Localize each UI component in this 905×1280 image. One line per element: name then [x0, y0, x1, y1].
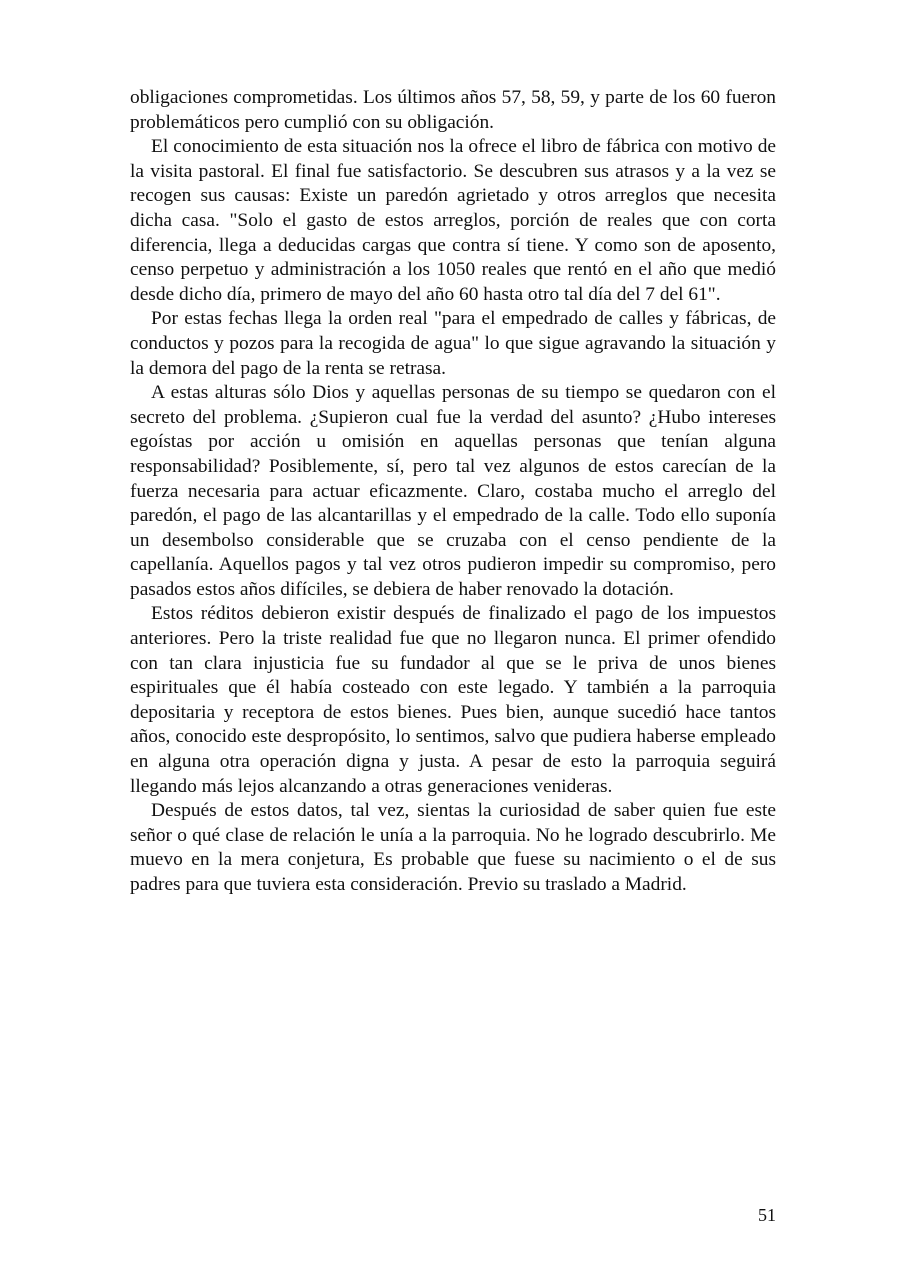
paragraph: El conocimiento de esta situación nos la ofrece el libro de fábrica con motivo de la visita pastoral. El final fue satisfactorio. Se descubren sus atrasos y a la vez se recogen sus causas: Existe un paredón agrietado y otros arreglos que necesita dicha casa. "Solo el gasto de estos arreglos, porción de reales que con corta diferencia, llega a deducidas cargas que contra sí tiene. Y como son de aposento, censo perpetuo y administración a los 1050 reales que rentó en el año que medió desde dicho día, primero de mayo del año 60 hasta otro tal día del 7 del 61".: [130, 136, 776, 305]
paragraph: Por estas fechas llega la orden real "para el empedrado de calles y fábricas, de conductos y pozos para la recogida de agua" lo que sigue agravando la situación y la demora del pago de la renta se retrasa.: [130, 308, 776, 379]
paragraph: Después de estos datos, tal vez, sientas la curiosidad de saber quien fue este señor o qué clase de relación le unía a la parroquia. No he logrado descubrirlo. Me muevo en la mera conjetura, Es probable que fuese su nacimiento o el de sus padres para que tuviera esta consideración. Previo su traslado a Madrid.: [130, 800, 776, 895]
paragraph: A estas alturas sólo Dios y aquellas personas de su tiempo se quedaron con el secreto del problema. ¿Supieron cual fue la verdad del asunto? ¿Hubo intereses egoístas por acción u omisión en aquellas personas que tenían alguna responsabilidad? Posiblemente, sí, pero tal vez algunos de estos carecían de la fuerza necesaria para actuar eficazmente. Claro, costaba mucho el arreglo del paredón, el pago de las alcantarillas y el empedrado de la calle. Todo ello suponía un desembolso considerable que se cruzaba con el censo pendiente de la capellanía. Aquellos pagos y tal vez otros pudieron impedir su compromiso, pero pasados estos años difíciles, se debiera de haber renovado la dotación.: [130, 382, 776, 600]
body-text: [130, 86, 776, 898]
page-number: 51: [758, 1205, 776, 1225]
paragraph: Estos réditos debieron existir después de finalizado el pago de los impuestos anteriores. Pero la triste realidad fue que no llegaron nunca. El primer ofendido con tan clara injusticia fue su fundador al que se le priva de unos bienes espirituales que él había costeado con este legado. Y también a la parroquia depositaria y receptora de estos bienes. Pues bien, aunque sucedió hace tantos años, conocido este despropósito, lo sentimos, salvo que pudiera haberse empleado en alguna otra operación digna y justa. A pesar de esto la parroquia seguirá llegando más lejos alcanzando a otras generaciones venideras.: [130, 603, 776, 797]
paragraph-continued: obligaciones comprometidas. Los últimos años 57, 58, 59, y parte de los 60 fueron problemáticos pero cumplió con su obligación.: [130, 87, 776, 133]
